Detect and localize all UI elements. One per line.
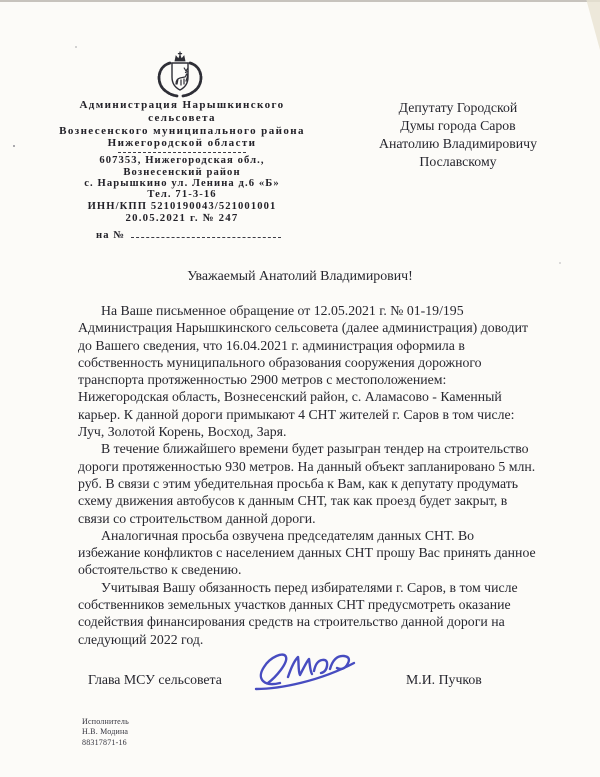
executor-label: Исполнитель	[82, 717, 129, 726]
sender-contact-line: Тел. 71-3-16	[147, 189, 217, 201]
body-line: дороги протяженностью 930 метров. На данный объект запланировано 5 млн.	[78, 458, 536, 474]
body-line: руб. В связи с этим убедительная просьба к Вам, как к депутату продумать	[78, 475, 519, 491]
scan-corner-artifact	[584, 0, 600, 50]
reply-reference-line	[36, 228, 328, 241]
body-line: обстоятельство к сведению.	[78, 562, 242, 578]
letter-date-number: 20.05.2021 г. № 247	[125, 212, 239, 225]
body-line: Администрация Нарышкинского сельсовета (далее администрация) доводит	[78, 320, 528, 336]
body-line: следующий 2022 год.	[78, 631, 204, 647]
body-line: Нижегородская область, Вознесенский район, с. Аламасово - Каменный	[78, 389, 502, 405]
body-line: Луч, Золотой Корень, Восход, Заря.	[78, 424, 287, 440]
sender-contact-line: Вознесенский район	[123, 166, 241, 178]
body-line: В течение ближайшего времени будет разыгран тендер на строительство	[101, 441, 529, 457]
body-line: собственников земельных участков данных СНТ предусмотреть оказание	[78, 597, 511, 613]
signer-name: М.И. Пучков	[406, 672, 482, 687]
body-line: избежание конфликтов с населением данных СНТ прошу Вас принять данное	[78, 545, 536, 561]
scan-speck	[13, 145, 15, 147]
scan-speck	[75, 46, 77, 48]
executor-name: Н.В. Модина	[82, 727, 129, 737]
executor-phone: 88317871-16	[82, 737, 127, 747]
body-line: содействия финансирования средств на строительство данной дороги на	[78, 614, 505, 630]
sender-block	[36, 99, 328, 241]
executor-block	[82, 717, 129, 748]
body-line: транспорта протяженностью 2900 метров с местоположением:	[78, 372, 447, 388]
salutation: Уважаемый Анатолий Владимирович!	[187, 269, 413, 284]
dashed-divider	[118, 152, 246, 153]
letter-body	[78, 302, 550, 648]
recipient-line: Депутату Городской	[398, 100, 518, 115]
body-line: На Ваше письменное обращение от 12.05.2021 г. № 01-19/195	[101, 303, 464, 318]
body-line: связи со строительством данной дороги.	[78, 510, 316, 526]
recipient-block	[330, 99, 586, 171]
scan-edge-artifact	[0, 0, 600, 2]
body-line: собственность муниципального образования сооружения дорожного	[78, 354, 482, 370]
reply-reference-blank	[131, 228, 281, 238]
sender-contact-line: 607353, Нижегородская обл.,	[99, 155, 265, 167]
reply-reference-prefix: на №	[96, 229, 126, 241]
body-line: Учитывая Вашу обязанность перед избирателями г. Саров, в том числе	[101, 579, 518, 595]
body-line: Аналогичная просьба озвучена председателям данных СНТ. Во	[101, 527, 475, 543]
recipient-line: Анатолию Владимировичу	[379, 136, 537, 151]
body-line: карьер. К данной дороги примыкают 4 СНТ жителей г. Саров в том числе:	[78, 406, 515, 422]
sender-contact-line: с. Нарышкино ул. Ленина д.6 «Б»	[84, 178, 280, 189]
sender-org-line: Нижегородской области	[107, 137, 257, 150]
sender-org-line: Вознесенского муниципального района	[59, 124, 305, 137]
coat-of-arms-icon	[148, 50, 212, 106]
signer-position-title: Глава МСУ сельсовета	[88, 672, 222, 687]
sender-org-line: сельсовета	[148, 111, 216, 124]
body-line: до Вашего сведения, что 16.04.2021 г. администрация оформила в	[78, 337, 465, 353]
sender-contact-line: ИНН/КПП 5210190043/521001001	[87, 200, 277, 212]
recipient-line: Думы города Саров	[400, 118, 516, 133]
recipient-line: Пославскому	[419, 154, 497, 169]
sender-org-line: Администрация Нарышкинского	[79, 99, 285, 111]
handwritten-signature	[250, 643, 362, 697]
body-line: схему движения автобусов к данным СНТ, так как проезд будет закрыт, в	[78, 493, 508, 509]
scan-speck	[559, 262, 561, 264]
